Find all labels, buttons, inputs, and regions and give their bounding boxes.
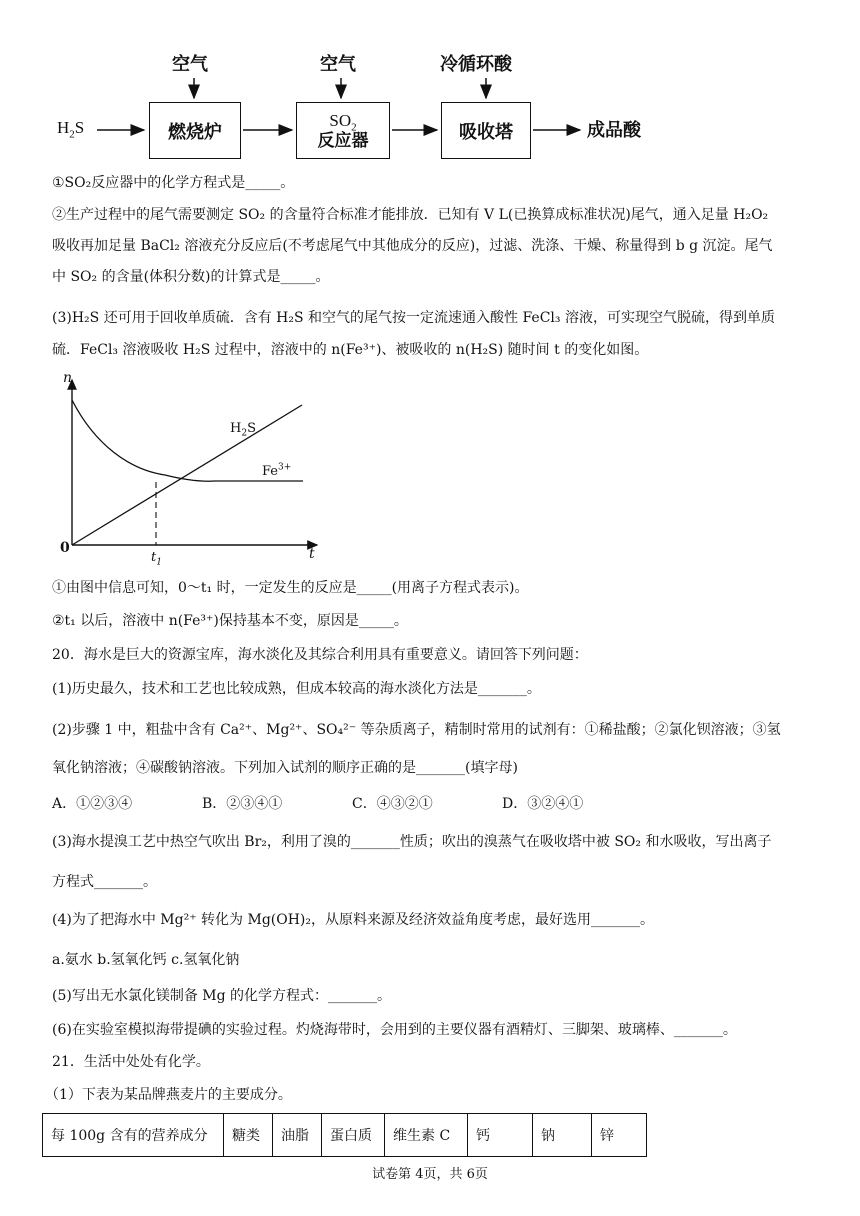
h2s-series-label: $H_2S$ — [230, 421, 256, 439]
q3-line-b: 硫．FeCl₃ 溶液吸收 H₂S 过程中，溶液中的 n(Fe³⁺)、被吸收的 n(H₂S) 随时间 t 的变化如图。 — [52, 342, 649, 358]
q21-1-line: （1）下表为某品牌燕麦片的主要成分。 — [45, 1087, 292, 1103]
option-b: B．②③④① — [202, 796, 283, 812]
q20-2-line-b: 氧化钠溶液；④碳酸钠溶液。下列加入试剂的顺序正确的是_______(填字母) — [52, 760, 518, 776]
page-footer: 试卷第 4页，共 6页 — [372, 1167, 488, 1182]
option-c: C．④③②① — [352, 796, 433, 812]
q2-line-a: ②生产过程中的尾气需要测定 SO₂ 的含量符合标准才能排放．已知有 V L(已换算成标准状况)尾气，通入足量 H₂O₂ — [52, 207, 769, 223]
t1-label: $t_1$ — [151, 550, 162, 568]
q21-heading: 21．生活中处处有化学。 — [52, 1054, 210, 1070]
flow-air2-label: 空气 — [320, 54, 356, 75]
flow-arrows — [0, 0, 860, 175]
q20-4-options: a.氨水 b.氢氧化钙 c.氢氧化钠 — [52, 952, 240, 968]
q2-line-b: 吸收再加足量 BaCl₂ 溶液充分反应后(不考虑尾气中其他成分的反应)，过滤、洗涤、干燥、称量得到 b g 沉淀。尾气 — [52, 238, 773, 254]
q2-line-c: 中 SO₂ 的含量(体积分数)的计算式是_____。 — [52, 269, 330, 285]
origin-label: 0 — [60, 540, 70, 556]
table-cell: 钠 — [533, 1114, 592, 1157]
x-axis-label: t — [309, 546, 315, 562]
flow-input-label: $H_2S$ — [57, 118, 85, 141]
table-cell: 糖类 — [224, 1114, 273, 1157]
q20-3-line-a: (3)海水提溴工艺中热空气吹出 Br₂，利用了溴的_______性质；吹出的溴蒸气在吸收塔中被 SO₂ 和水吸收，写出离子 — [52, 834, 772, 850]
reactor-box — [296, 102, 390, 159]
furnace-label: 燃烧炉 — [168, 121, 222, 143]
table-cell: 维生素 C — [385, 1114, 468, 1157]
table-cell: 锌 — [592, 1114, 647, 1157]
table-cell: 蛋白质 — [322, 1114, 385, 1157]
option-a: A．①②③④ — [52, 796, 133, 812]
q20-3-line-b: 方程式_______。 — [52, 874, 157, 890]
q1-line: ①SO₂反应器中的化学方程式是_____。 — [52, 175, 295, 191]
q5-line: ②t₁ 以后，溶液中 n(Fe³⁺)保持基本不变，原因是_____。 — [52, 613, 408, 629]
reactor-label-line1: $SO_2$ — [329, 110, 357, 133]
reactor-label-line2: 反应器 — [317, 130, 369, 151]
table-row — [43, 1114, 647, 1157]
q20-1-line: (1)历史最久，技术和工艺也比较成熟，但成本较高的海水淡化方法是_______。 — [52, 681, 541, 697]
option-d: D．③②④① — [502, 796, 584, 812]
y-axis-label: n — [63, 370, 73, 386]
q20-6-line: (6)在实验室模拟海带提碘的实验过程。灼烧海带时，会用到的主要仪器有酒精灯、三脚架、玻璃棒、_______。 — [52, 1022, 737, 1038]
tower-label: 吸收塔 — [459, 121, 513, 143]
flow-cold-acid-label: 冷循环酸 — [440, 54, 512, 75]
q3-line-a: (3)H₂S 还可用于回收单质硫．含有 H₂S 和空气的尾气按一定流速通入酸性 FeCl₃ 溶液，可实现空气脱硫，得到单质 — [52, 310, 775, 326]
q4-line: ①由图中信息可知，0～t₁ 时，一定发生的反应是_____(用离子方程式表示)。 — [52, 580, 529, 596]
flow-air1-label: 空气 — [172, 54, 208, 75]
table-cell: 每 100g 含有的营养成分 — [43, 1114, 224, 1157]
q20-2-line-a: (2)步骤 1 中，粗盐中含有 Ca²⁺、Mg²⁺、SO₄²⁻ 等杂质离子，精制时常用的试剂有：①稀盐酸；②氯化钡溶液；③氢 — [52, 722, 781, 738]
tower-box — [441, 102, 531, 159]
table-cell: 油脂 — [273, 1114, 322, 1157]
table-cell: 钙 — [468, 1114, 533, 1157]
furnace-box — [149, 102, 241, 159]
q20-4-line: (4)为了把海水中 Mg²⁺ 转化为 Mg(OH)₂，从原料来源及经济效益角度考虑，最好选用_______。 — [52, 912, 654, 928]
fe3-series-label: $Fe^{3+}$ — [262, 462, 292, 479]
q20-5-line: (5)写出无水氯化镁制备 Mg 的化学方程式：_______。 — [52, 988, 392, 1004]
product-label: 成品酸 — [587, 120, 641, 141]
nutrition-table — [42, 1113, 647, 1157]
q20-heading: 20．海水是巨大的资源宝库，海水淡化及其综合利用具有重要意义。请回答下列问题： — [52, 647, 588, 663]
